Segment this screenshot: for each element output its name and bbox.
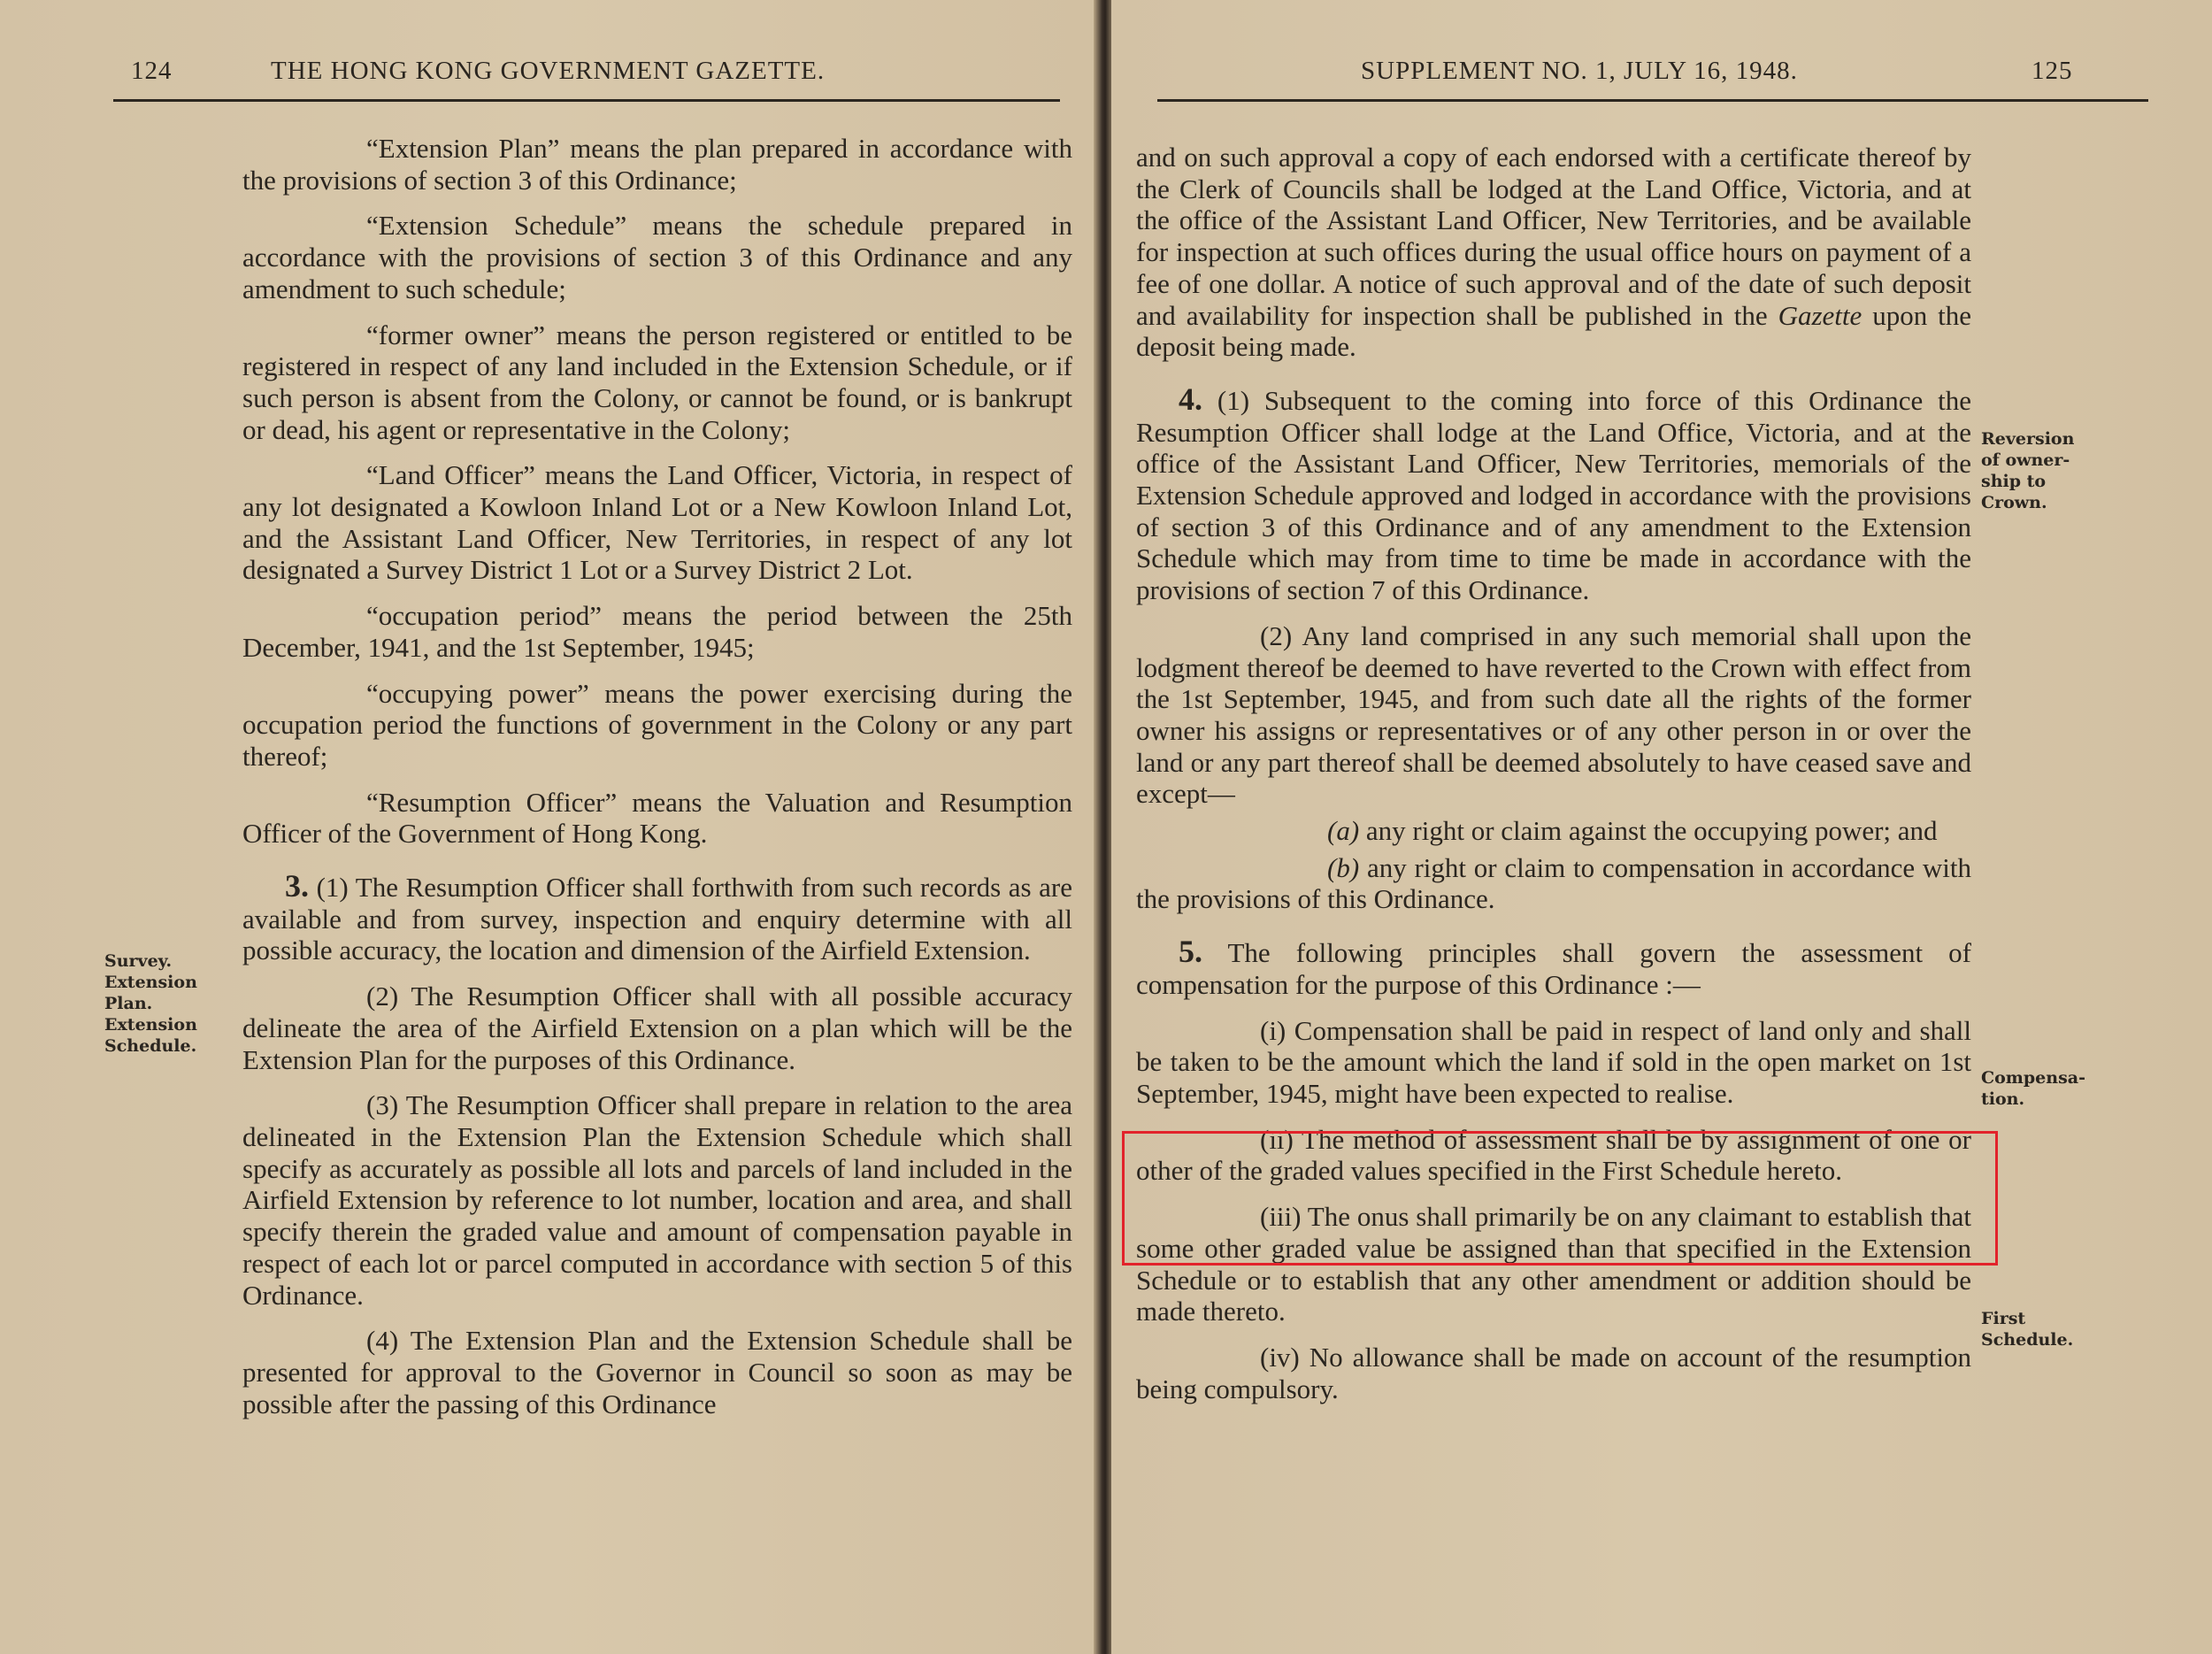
definition-land-officer: “Land Officer” means the Land Officer, Victoria, in respect of any lot designated a Kowloon Inland Lot or a New Kowloon Inland Lot, and the Assistant Land Officer, New Territories, in respect of any lot designated a Survey District 1 Lot or a Survey District 2 Lot. — [242, 459, 1072, 586]
margin-note-first-schedule: First Schedule. — [1981, 1309, 2074, 1350]
definition-extension-plan: “Extension Plan” means the plan prepared in accordance with the provisions of section 3 of this Ordinance; — [242, 133, 1072, 196]
gazette-word: Gazette — [1778, 299, 1863, 331]
section-3-subsection-3: (3) The Resumption Officer shall prepare in relation to the area delineated in the Extension Plan the Extension Schedule which shall specify as accurately as possible all lots and parcels of land included in the Airfield Extension by reference to lot number, location and area, and shall specify therein the graded value and amount of compensation payable in respect of each lot or parcel computed in accordance with section 5 of this Ordinance. — [242, 1089, 1072, 1311]
left-running-head: THE HONG KONG GOVERNMENT GAZETTE. — [271, 57, 826, 85]
section-5-item-ii: (ii) The method of assessment shall be by assignment of one or other of the graded values specified in the First Schedule hereto. — [1136, 1123, 1971, 1187]
definition-former-owner: “former owner” means the person registered or entitled to be registered in respect of any land included in the Extension Schedule, or if such person is absent from the Colony, or cannot be found, or is bankrupt or dead, his agent or representative in the Colony; — [242, 319, 1072, 445]
right-running-head: SUPPLEMENT NO. 1, JULY 16, 1948. — [1361, 57, 1798, 85]
section-5-item-iii: (iii) The onus shall primarily be on any claimant to establish that some other graded value be assigned than that specified in the Extension Schedule or to establish that any other amendment or addition should be made thereto. — [1136, 1201, 1971, 1327]
margin-note-survey: Survey. Extension Plan. Extension Schedule. — [104, 951, 197, 1056]
section-3-continuation: and on such approval a copy of each endorsed with a certificate thereof by the Clerk of Councils shall be lodged at the Land Office, Victoria, and at the office of the Assistant Land Officer, New Territories, and be available for inspection at such offices during the usual office hours on payment of a fee of one dollar. A notice of such approval and of the date of such deposit and availability for inspection shall be published in the Gazette upon the deposit being made. — [1136, 142, 1972, 363]
section-5-item-i: (i) Compensation shall be paid in respect of land only and shall be taken to be the amount which the land if sold in the open market on 1st September, 1945, might have been expected to realise. — [1136, 1014, 1971, 1109]
right-page — [1111, 0, 2212, 1654]
section-4-item-a: (a) any right or claim against the occupying power; and — [1327, 815, 1938, 847]
section-3-number: 3. — [285, 868, 309, 904]
section-4-subsection-2: (2) Any land comprised in any such memorial shall upon the lodgment thereof be deemed to have reverted to the Crown with effect from the 1st September, 1945, and from such date all the rights of the former owner his assigns or representatives or of any other person in or over the land or any part thereof shall be deemed absolutely to have ceased save and except— — [1136, 619, 1971, 810]
left-column — [242, 133, 1072, 1434]
definition-occupation-period: “occupation period” means the period between the 25th December, 1941, and the 1st September, 1945; — [242, 600, 1072, 663]
definition-resumption-officer: “Resumption Officer” means the Valuation and Resumption Officer of the Government of Hong Kong. — [242, 786, 1072, 850]
definition-occupying-power: “occupying power” means the power exercising during the occupation period the functions of government in the Colony or any part thereof; — [242, 677, 1072, 772]
right-page-number: 125 — [2032, 57, 2073, 85]
right-head-rule — [1157, 99, 2148, 102]
section-3-subsection-4: (4) The Extension Plan and the Extension Schedule shall be presented for approval to the Governor in Council so soon as may be possible after the passing of this Ordinance — [242, 1325, 1072, 1419]
left-head-rule — [113, 99, 1060, 102]
section-5-item-iv: (iv) No allowance shall be made on account of the resumption being compulsory. — [1136, 1341, 1971, 1404]
section-3-subsection-2: (2) The Resumption Officer shall with all possible accuracy delineate the area of the Airfield Extension on a plan which will be the Extension Plan for the purposes of this Ordinance. — [242, 981, 1072, 1075]
highlight-box — [1122, 1131, 1998, 1266]
definition-extension-schedule: “Extension Schedule” means the schedule prepared in accordance with the provisions of section 3 of this Ordinance and any amendment to such schedule; — [242, 210, 1072, 304]
section-4-subsection-1: 4. (1) Subsequent to the coming into force of this Ordinance the Resumption Officer shall lodge at the Land Office, Victoria, and at the office of the Assistant Land Officer, New Territories, memorials of the Extension Schedule approved and lodged in accordance with the provisions of section 3 of this Ordinance and of any amendment to the Extension Schedule which may from time to time be made in accordance with the provisions of section 7 of this Ordinance. — [1136, 381, 1972, 606]
margin-note-compensation: Compensa- tion. — [1981, 1068, 2085, 1109]
section-5-number: 5. — [1179, 934, 1202, 970]
left-page-number: 124 — [131, 57, 173, 85]
left-page — [0, 0, 1097, 1654]
section-5-intro: 5. The following principles shall govern the assessment of compensation for the purpose of this Ordinance :— — [1136, 934, 1971, 1000]
section-4-item-b: (b) any right or claim to compensation in accordance with the provisions of this Ordinance. — [1136, 851, 1972, 915]
section-3-sub1-text: (1) The Resumption Officer shall forthwith from such records as are available and from survey, inspection and enquiry determine with all possible accuracy, the location and dimension of the Airfield Extension. — [242, 872, 1073, 966]
section-4-number: 4. — [1179, 381, 1202, 417]
section-3-subsection-1 — [242, 868, 1073, 966]
margin-note-reversion: Reversion of owner- ship to Crown. — [1981, 429, 2075, 512]
